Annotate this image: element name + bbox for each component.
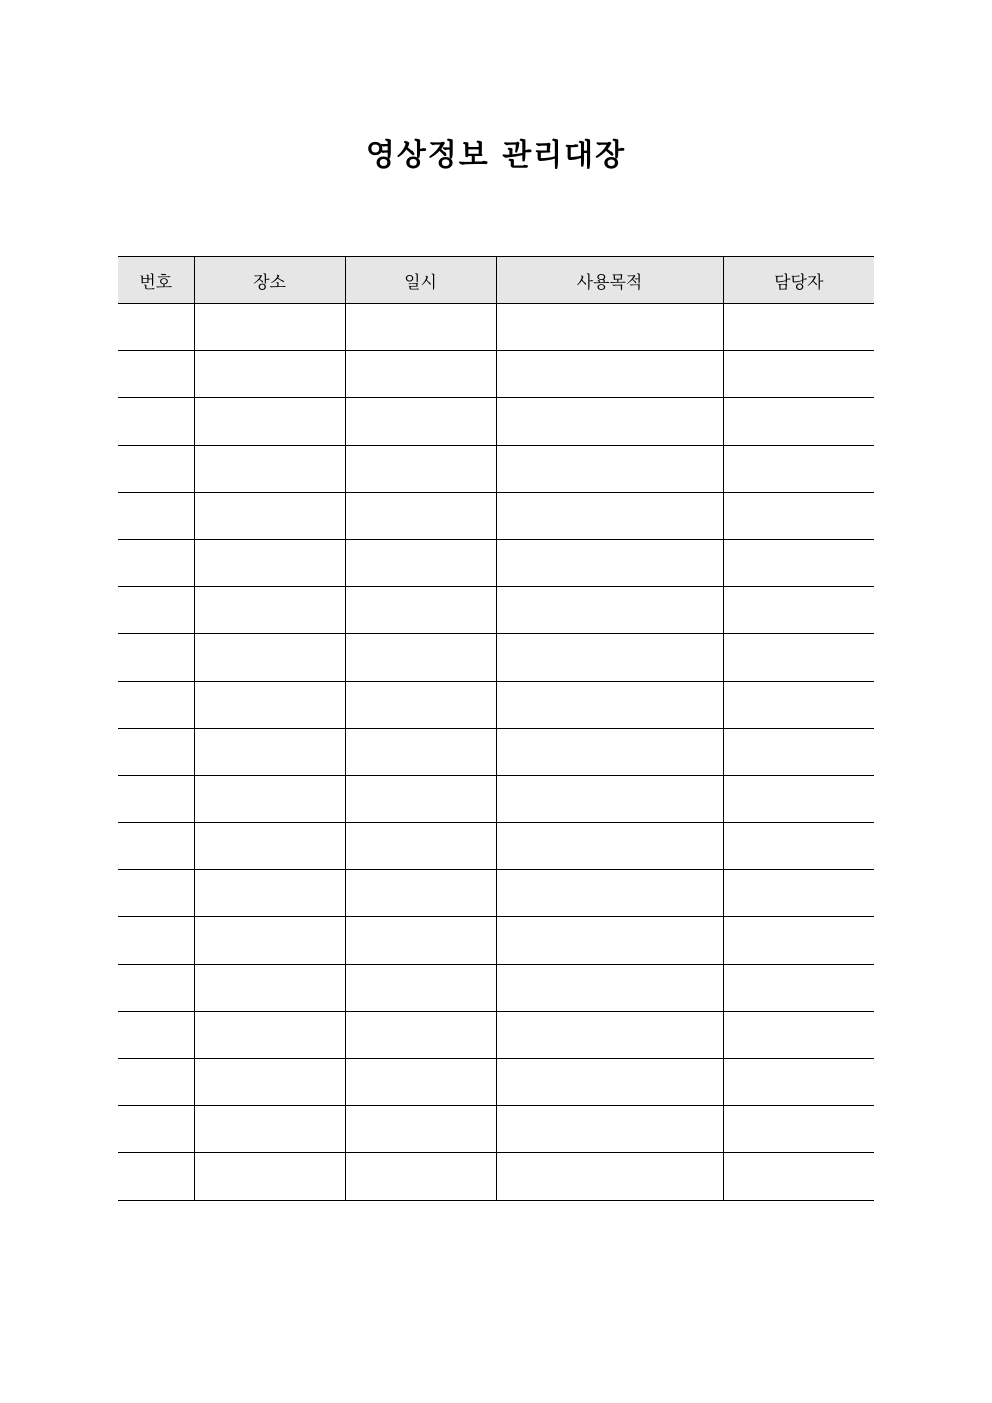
cell-number[interactable] bbox=[118, 351, 194, 398]
cell-location[interactable] bbox=[194, 351, 345, 398]
cell-purpose[interactable] bbox=[496, 1106, 723, 1153]
cell-datetime[interactable] bbox=[345, 304, 496, 351]
cell-number[interactable] bbox=[118, 398, 194, 445]
cell-purpose[interactable] bbox=[496, 917, 723, 964]
header-row bbox=[118, 257, 874, 304]
cell-location[interactable] bbox=[194, 398, 345, 445]
cell-manager[interactable] bbox=[723, 587, 874, 634]
cell-datetime[interactable] bbox=[345, 492, 496, 539]
cell-number[interactable] bbox=[118, 870, 194, 917]
cell-manager[interactable] bbox=[723, 917, 874, 964]
table-row bbox=[118, 398, 874, 445]
table-row bbox=[118, 917, 874, 964]
cell-manager[interactable] bbox=[723, 351, 874, 398]
cell-purpose[interactable] bbox=[496, 681, 723, 728]
table-row bbox=[118, 823, 874, 870]
cell-manager[interactable] bbox=[723, 964, 874, 1011]
table-row bbox=[118, 728, 874, 775]
cell-purpose[interactable] bbox=[496, 1153, 723, 1200]
cell-datetime[interactable] bbox=[345, 587, 496, 634]
cell-purpose[interactable] bbox=[496, 398, 723, 445]
cell-datetime[interactable] bbox=[345, 634, 496, 681]
cell-datetime[interactable] bbox=[345, 1106, 496, 1153]
cell-number[interactable] bbox=[118, 492, 194, 539]
cell-location[interactable] bbox=[194, 728, 345, 775]
cell-location[interactable] bbox=[194, 304, 345, 351]
cell-number[interactable] bbox=[118, 1059, 194, 1106]
cell-purpose[interactable] bbox=[496, 587, 723, 634]
cell-datetime[interactable] bbox=[345, 351, 496, 398]
header-purpose: 사용목적 bbox=[496, 257, 723, 304]
cell-location[interactable] bbox=[194, 492, 345, 539]
cell-location[interactable] bbox=[194, 681, 345, 728]
cell-location[interactable] bbox=[194, 823, 345, 870]
table-row bbox=[118, 1153, 874, 1200]
cell-manager[interactable] bbox=[723, 1153, 874, 1200]
header-location: 장소 bbox=[194, 257, 345, 304]
table-row bbox=[118, 634, 874, 681]
cell-manager[interactable] bbox=[723, 681, 874, 728]
cell-location[interactable] bbox=[194, 870, 345, 917]
cell-manager[interactable] bbox=[723, 1011, 874, 1058]
cell-number[interactable] bbox=[118, 445, 194, 492]
cell-datetime[interactable] bbox=[345, 964, 496, 1011]
cell-manager[interactable] bbox=[723, 445, 874, 492]
header-manager: 담당자 bbox=[723, 257, 874, 304]
cell-datetime[interactable] bbox=[345, 398, 496, 445]
register-table bbox=[118, 256, 874, 1201]
table-row bbox=[118, 870, 874, 917]
table-row bbox=[118, 587, 874, 634]
cell-location[interactable] bbox=[194, 775, 345, 822]
cell-purpose[interactable] bbox=[496, 304, 723, 351]
header-datetime: 일시 bbox=[345, 257, 496, 304]
table-row bbox=[118, 492, 874, 539]
table-body bbox=[118, 304, 874, 1201]
cell-number[interactable] bbox=[118, 587, 194, 634]
cell-manager[interactable] bbox=[723, 775, 874, 822]
cell-purpose[interactable] bbox=[496, 728, 723, 775]
cell-manager[interactable] bbox=[723, 492, 874, 539]
cell-location[interactable] bbox=[194, 964, 345, 1011]
cell-number[interactable] bbox=[118, 775, 194, 822]
cell-location[interactable] bbox=[194, 1011, 345, 1058]
table-row bbox=[118, 775, 874, 822]
cell-location[interactable] bbox=[194, 1153, 345, 1200]
cell-location[interactable] bbox=[194, 587, 345, 634]
cell-location[interactable] bbox=[194, 539, 345, 586]
cell-location[interactable] bbox=[194, 1106, 345, 1153]
cell-number[interactable] bbox=[118, 964, 194, 1011]
cell-purpose[interactable] bbox=[496, 1059, 723, 1106]
cell-datetime[interactable] bbox=[345, 1011, 496, 1058]
table-row bbox=[118, 964, 874, 1011]
cell-purpose[interactable] bbox=[496, 775, 723, 822]
cell-number[interactable] bbox=[118, 304, 194, 351]
cell-manager[interactable] bbox=[723, 634, 874, 681]
cell-datetime[interactable] bbox=[345, 1059, 496, 1106]
cell-datetime[interactable] bbox=[345, 823, 496, 870]
cell-number[interactable] bbox=[118, 1106, 194, 1153]
cell-manager[interactable] bbox=[723, 870, 874, 917]
cell-datetime[interactable] bbox=[345, 775, 496, 822]
cell-manager[interactable] bbox=[723, 1106, 874, 1153]
cell-number[interactable] bbox=[118, 634, 194, 681]
cell-purpose[interactable] bbox=[496, 351, 723, 398]
cell-purpose[interactable] bbox=[496, 823, 723, 870]
cell-datetime[interactable] bbox=[345, 917, 496, 964]
cell-manager[interactable] bbox=[723, 398, 874, 445]
cell-number[interactable] bbox=[118, 728, 194, 775]
cell-location[interactable] bbox=[194, 634, 345, 681]
cell-datetime[interactable] bbox=[345, 445, 496, 492]
cell-purpose[interactable] bbox=[496, 634, 723, 681]
table-row bbox=[118, 539, 874, 586]
cell-number[interactable] bbox=[118, 1153, 194, 1200]
cell-manager[interactable] bbox=[723, 1059, 874, 1106]
cell-manager[interactable] bbox=[723, 539, 874, 586]
table-row bbox=[118, 1011, 874, 1058]
cell-purpose[interactable] bbox=[496, 964, 723, 1011]
table-row bbox=[118, 681, 874, 728]
cell-datetime[interactable] bbox=[345, 681, 496, 728]
table-row bbox=[118, 1059, 874, 1106]
cell-number[interactable] bbox=[118, 539, 194, 586]
cell-number[interactable] bbox=[118, 681, 194, 728]
cell-number[interactable] bbox=[118, 917, 194, 964]
cell-purpose[interactable] bbox=[496, 870, 723, 917]
cell-purpose[interactable] bbox=[496, 445, 723, 492]
cell-manager[interactable] bbox=[723, 728, 874, 775]
cell-manager[interactable] bbox=[723, 304, 874, 351]
cell-location[interactable] bbox=[194, 1059, 345, 1106]
header-number: 번호 bbox=[118, 257, 194, 304]
cell-location[interactable] bbox=[194, 917, 345, 964]
cell-location[interactable] bbox=[194, 445, 345, 492]
cell-number[interactable] bbox=[118, 1011, 194, 1058]
table-row bbox=[118, 304, 874, 351]
table-row bbox=[118, 1106, 874, 1153]
page-title: 영상정보 관리대장 bbox=[365, 138, 627, 173]
cell-datetime[interactable] bbox=[345, 870, 496, 917]
cell-purpose[interactable] bbox=[496, 1011, 723, 1058]
cell-datetime[interactable] bbox=[345, 539, 496, 586]
cell-datetime[interactable] bbox=[345, 1153, 496, 1200]
cell-number[interactable] bbox=[118, 823, 194, 870]
cell-purpose[interactable] bbox=[496, 539, 723, 586]
table-row bbox=[118, 351, 874, 398]
cell-manager[interactable] bbox=[723, 823, 874, 870]
cell-purpose[interactable] bbox=[496, 492, 723, 539]
table-row bbox=[118, 445, 874, 492]
cell-datetime[interactable] bbox=[345, 728, 496, 775]
